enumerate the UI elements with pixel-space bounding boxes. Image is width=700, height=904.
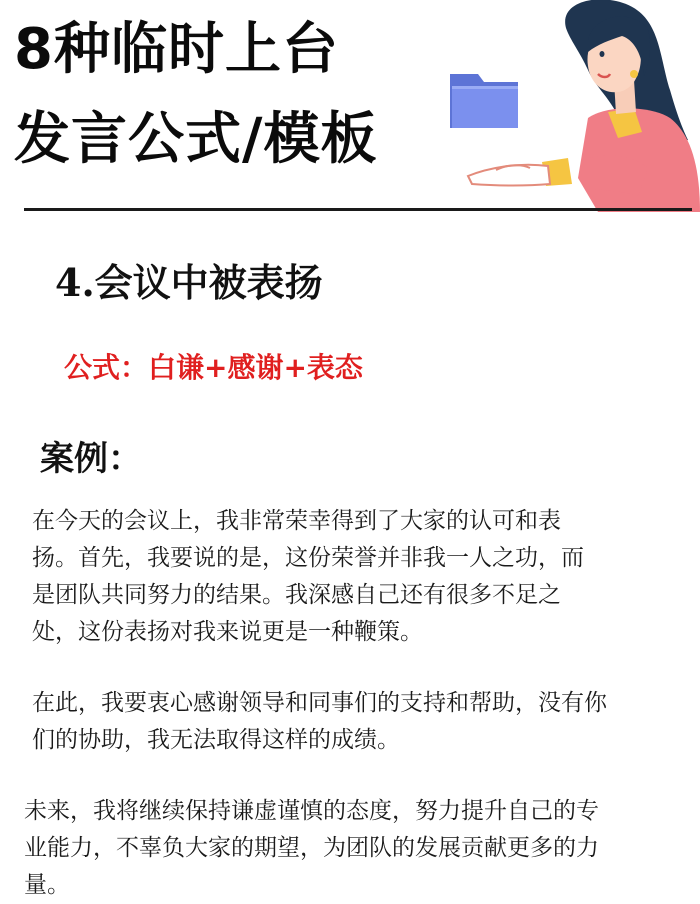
paragraph-line: 业能力，不辜负大家的期望，为团队的发展贡献更多的力 (24, 835, 599, 861)
paragraph-line: 未来，我将继续保持谦虚谨慎的态度，努力提升自己的专 (24, 798, 599, 824)
paragraph-line: 们的协助，我无法取得这样的成绩。 (32, 727, 400, 753)
paragraph-line: 在此，我要衷心感谢领导和同事们的支持和帮助，没有你 (32, 690, 607, 716)
formula-text: 公式：白谦+感谢+表态 (64, 351, 363, 384)
woman-presenting-folder-illustration (438, 0, 700, 212)
paragraph-line: 扬。首先，我要说的是，这份荣誉并非我一人之功，而 (32, 545, 584, 571)
title-line-1: 8种临时上台 (14, 17, 339, 82)
example-label: 案例： (40, 439, 142, 479)
example-paragraph-1 (32, 503, 672, 651)
paragraph-line: 处，这份表扬对我来说更是一种鞭策。 (32, 619, 423, 645)
paragraph-line: 是团队共同努力的结果。我深感自己还有很多不足之 (32, 582, 561, 608)
section-heading: 4.会议中被表扬 (55, 260, 323, 305)
paragraph-line: 在今天的会议上，我非常荣幸得到了大家的认可和表 (32, 508, 561, 534)
title-line-2: 发言公式/模板 (14, 107, 378, 172)
example-paragraph-3 (24, 793, 664, 904)
header-divider (24, 208, 692, 211)
paragraph-line: 量。 (24, 872, 70, 898)
example-paragraph-2 (32, 685, 672, 759)
